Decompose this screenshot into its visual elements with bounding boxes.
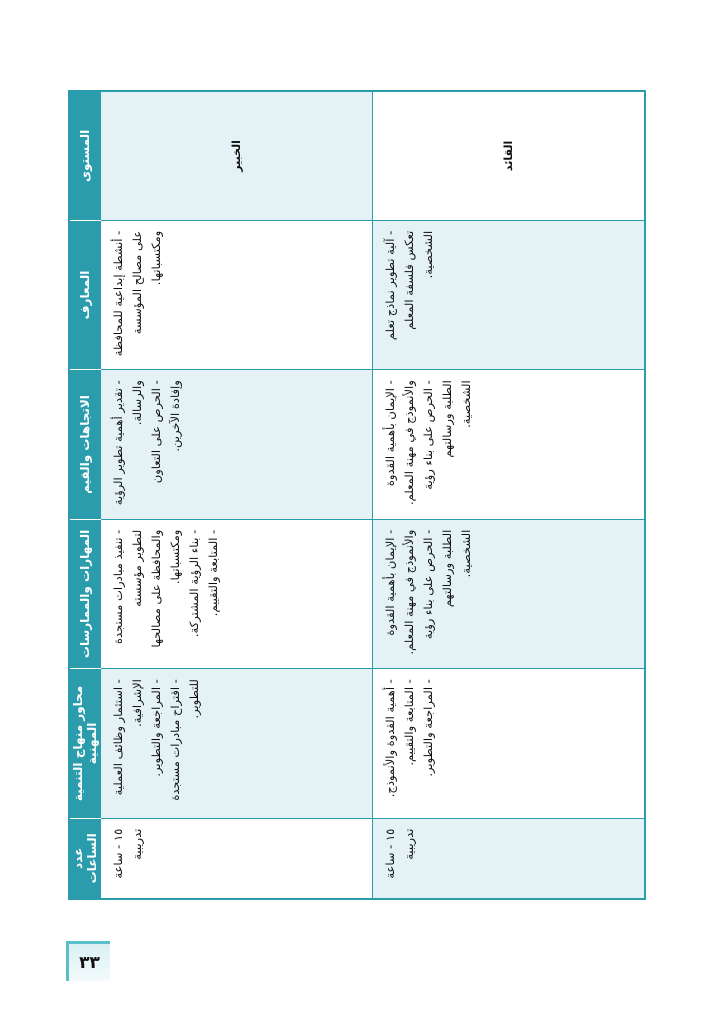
list-item: - استثمار وظائف العملية الإشرافية.	[111, 679, 144, 796]
cell-level: الخبير	[101, 91, 373, 220]
list-item: - بناء الرؤية المشتركة.	[187, 529, 201, 638]
list-item: - الحرص على بناء رؤية الطلبة ورسالتهم الشخصية.	[421, 380, 473, 490]
cell-values	[101, 370, 373, 519]
cell-hours: ١٥ - ساعة تدريبية	[101, 818, 373, 899]
list-item: - المراجعة والتطوير.	[421, 679, 435, 777]
header-hours: عدد الساعات	[69, 818, 101, 899]
list-item: - المتابعة والتقييم.	[402, 679, 416, 766]
list-item: - تنفيذ مبادرات مستجدة لتطوير مؤسسته والمحافظة على مصالحها ومكتسباتها.	[111, 529, 182, 648]
rotated-table-wrapper	[68, 90, 641, 900]
page-number-badge	[66, 941, 110, 981]
header-skills: المهارات والممارسات	[69, 519, 101, 668]
cell-values	[373, 370, 646, 519]
list-item: - الحرص على بناء رؤية الطلبة ورسالتهم الشخصية.	[421, 529, 473, 640]
list-item: - أهمية القدوة والأنموذج.	[383, 679, 397, 798]
list-item: - الإيمان بأهمية القدوة والأنموذج في مهنة المعلم.	[383, 380, 416, 506]
header-level: المستوى	[69, 91, 101, 220]
header-values: الاتجاهات والقيم	[69, 370, 101, 519]
header-development: محاور منهاج التنمية المهنية	[69, 669, 101, 818]
header-row	[69, 91, 101, 899]
table-row	[373, 91, 646, 899]
list-item: - الإيمان بأهمية القدوة والأنموذج في مهنة المعلم.	[383, 529, 416, 655]
list-item: - الحرص على التعاون وإفادة الآخرين.	[149, 380, 182, 484]
list-item: - المتابعة والتقييم.	[206, 529, 220, 617]
list-item: - المراجعة والتطوير.	[149, 679, 163, 777]
cell-skills	[373, 519, 646, 668]
cell-development	[373, 669, 646, 818]
list-item: - اقتراح مبادرات مستجدة للتطوير.	[168, 679, 201, 801]
page-number: ٣٣	[69, 944, 110, 981]
cell-hours: ١٥ - ساعة تدريبية	[373, 818, 646, 899]
list-item: - تقدير أهمية تطوير الرؤية والرسالة.	[111, 380, 144, 506]
cell-knowledge	[373, 220, 646, 369]
table-row	[101, 91, 373, 899]
cell-skills	[101, 519, 373, 668]
cell-level: القائد	[373, 91, 646, 220]
cell-knowledge	[101, 220, 373, 369]
list-item: - أنشطة إبداعية للمحافظة على مصالح المؤسسة ومكتسباتها.	[111, 230, 163, 357]
development-table	[68, 90, 646, 900]
cell-development	[101, 669, 373, 818]
list-item: - آلية تطوير نماذج تعلم تعكس فلسفة المعلم الشخصية.	[383, 230, 435, 341]
header-knowledge: المعارف	[69, 220, 101, 369]
